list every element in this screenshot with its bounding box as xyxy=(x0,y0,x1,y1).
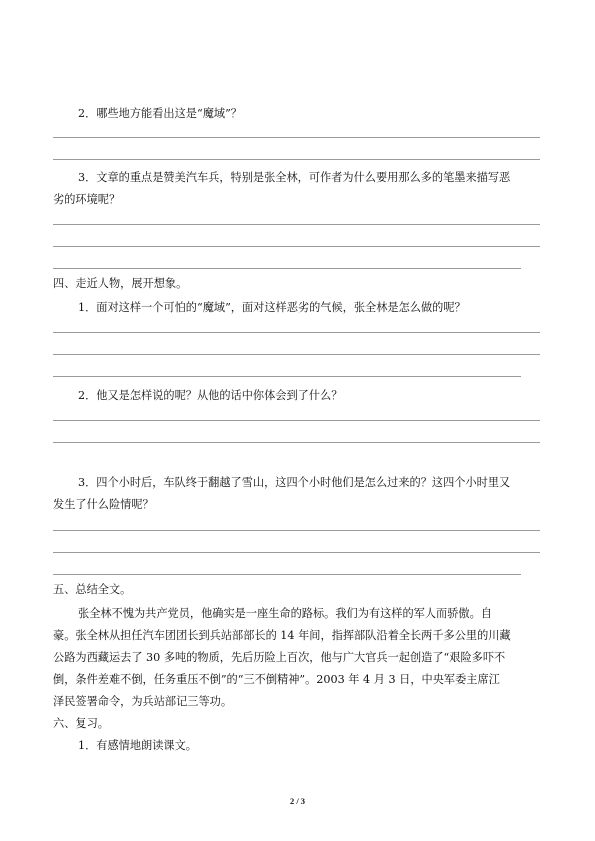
answer-line[interactable] xyxy=(53,442,540,443)
answer-line[interactable] xyxy=(53,246,540,247)
question-4-3-text-line2: 发生了什么险情呢？ xyxy=(53,498,154,511)
answer-line[interactable] xyxy=(53,268,521,269)
summary-paragraph-line5: 泽民签署命令，为兵站部记三等功。 xyxy=(53,695,233,708)
answer-line[interactable] xyxy=(53,354,540,355)
section-4-heading: 四、走近人物，展开想象。 xyxy=(53,277,188,290)
page-number: 2 / 3 xyxy=(289,796,306,806)
question-4-2-text: 2．他又是怎样说的呢？从他的话中你体会到了什么？ xyxy=(78,389,343,402)
summary-paragraph-line1: 张全林不愧为共产党员，他确实是一座生命的路标。我们为有这样的军人而骄傲。自 xyxy=(78,607,492,620)
summary-paragraph-line4: 倒，条件差难不倒，任务重压不倒”的“三不倒精神”。2003 年 4 月 3 日，中央军委主席江 xyxy=(53,673,500,686)
answer-line[interactable] xyxy=(53,332,540,333)
answer-line[interactable] xyxy=(53,137,540,138)
answer-line[interactable] xyxy=(53,574,521,575)
answer-line[interactable] xyxy=(53,159,540,160)
question-2-text: 2．哪些地方能看出这是“魔域”？ xyxy=(78,107,242,120)
review-item-1: 1．有感情地朗读课文。 xyxy=(78,739,197,752)
answer-line[interactable] xyxy=(53,224,540,225)
section-5-heading: 五、总结全文。 xyxy=(53,583,132,596)
question-3-text-line2: 劣的环境呢？ xyxy=(53,193,121,206)
answer-line[interactable] xyxy=(53,376,521,377)
answer-line[interactable] xyxy=(53,530,540,531)
section-6-heading: 六、复习。 xyxy=(53,717,109,730)
question-3-text-line1: 3．文章的重点是赞美汽车兵，特别是张全林，可作者为什么要用那么多的笔墨来描写恶 xyxy=(78,171,511,184)
summary-paragraph-line2: 豪。张全林从担任汽车团团长到兵站部部长的 14 年间，指挥部队沿着全长两千多公里的川藏 xyxy=(53,629,511,642)
answer-line[interactable] xyxy=(53,420,540,421)
question-4-3-text-line1: 3．四个小时后，车队终于翻越了雪山，这四个小时他们是怎么过来的？这四个小时里又 xyxy=(78,476,511,489)
answer-line[interactable] xyxy=(53,552,540,553)
question-4-1-text: 1．面对这样一个可怕的“魔域”，面对这样恶劣的气候，张全林是怎么做的呢？ xyxy=(78,301,466,314)
summary-paragraph-line3: 公路为西藏运去了 30 多吨的物质，先后历险上百次，他与广大官兵一起创造了“艰险多吓不 xyxy=(53,651,506,664)
